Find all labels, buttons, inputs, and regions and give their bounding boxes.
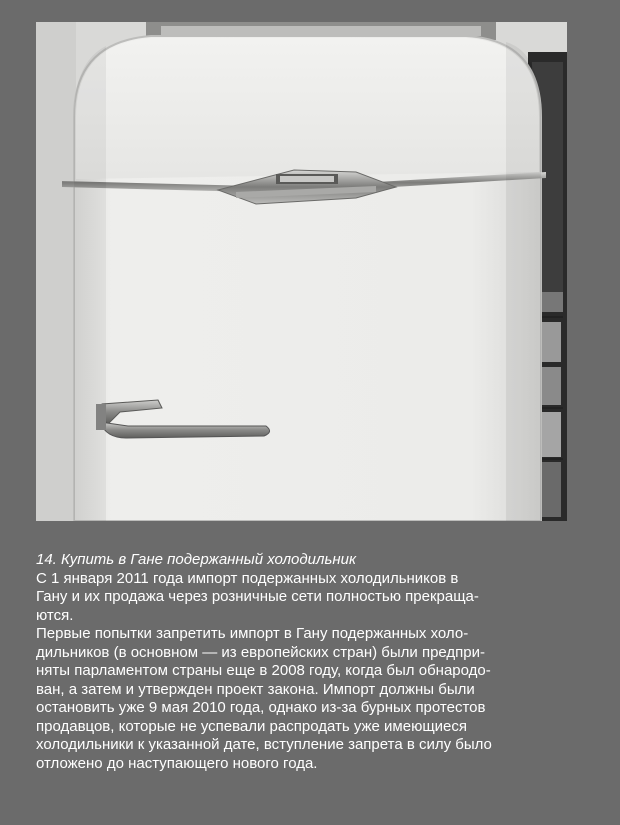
caption [36, 551, 596, 773]
caption-paragraph-2: Первые попытки запретить импорт в Гану подержанных холо- дильников (в основном — из европейских стран) были предпри- няты парламентом страны еще в 2008 году, когда был обнародо- ван, а затем и утвержден проект закона. Импорт должны были остановить уже 9 мая 2010 года, однако из-за бурных протестов продавцов, которые не успевали распродать уже имеющиеся холодильники к указанной дате, вступление запрета в силу было отложено до наступающего нового года. [36, 625, 492, 772]
caption-title: 14. Купить в Гане подержанный холодильник [36, 551, 357, 568]
caption-paragraph-1: С 1 января 2011 года импорт подержанных холодильников в Гану и их продажа через розничные сети полностью прекраща- ются. [36, 569, 479, 624]
refrigerator-photo [36, 22, 567, 521]
